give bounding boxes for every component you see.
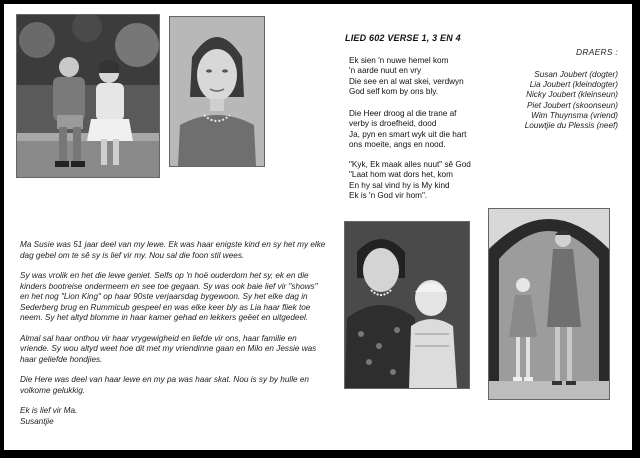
- photo-mother-child: [344, 221, 470, 389]
- verse-line: "Kyk, Ek maak alles nuut" sê God: [349, 160, 471, 169]
- bearer-name: Nicky Joubert (kleinseun): [526, 90, 618, 100]
- verse-line: God self kom by ons bly.: [349, 87, 439, 97]
- hymn-title: LIED 602 VERSE 1, 3 EN 4: [345, 33, 461, 43]
- portrait-photo-image: [170, 17, 264, 166]
- tribute-paragraph-2: Sy was vrolik en het die lewe geniet. Selfs op 'n hoë ouderdom het sy, ek en die kinders bootreise ondermeem en see toe gegaan. Sy was ook baie lief vir "shows" en het nog "Lion King" op haar 90ste verjaarsdag bygewoon. Sy het elke dag in Sederberg brug en Rummicub gespeel en was elke keer bly as Lia haar fliek toe neem. Sy het altyd blomme in haar kamer gehad en lekkers geëet en uitgedeel.: [20, 270, 318, 323]
- verse-line: Die see en al wat skei, verdwyn: [349, 76, 464, 86]
- photo-archway: [488, 208, 610, 400]
- bearer-name: Piet Joubert (skoonseun): [526, 100, 618, 110]
- verse-line: En hy sal vind hy is My kind: [349, 180, 450, 190]
- bearer-name: Susan Joubert (dogter): [534, 70, 618, 79]
- verse-line: 'n aarde nuut en vry: [349, 66, 422, 76]
- verse-line: "Laat hom wat dors het, kom: [349, 170, 453, 180]
- tribute-paragraph-3: Almal sal haar onthou vir haar vrygewigheid en liefde vir ons, haar familie en vriende. Sy wou altyd weet hoe dit met my vriendinne gaan en Milo en Jessie was haar geliefde hondjies.: [20, 333, 317, 364]
- verse-line: Ja, pyn en smart wyk uit die hart: [349, 129, 467, 139]
- hymn-verse-3: [349, 160, 519, 202]
- verse-line: ons moeite, angs en nood.: [349, 140, 446, 150]
- couple-photo-image: [17, 15, 159, 177]
- bearers-heading: DRAERS :: [576, 47, 618, 57]
- tribute-signature: Susantjie: [20, 416, 54, 426]
- verse-line: Die Heer droog al die trane af: [349, 109, 457, 118]
- verse-line: Ek sien 'n nuwe hemel kom: [349, 56, 449, 65]
- bearer-name: Louwtjie du Plessis (neef): [524, 121, 618, 131]
- bearer-name: Lia Joubert (kleindogter): [529, 80, 618, 90]
- bearers-list: [458, 70, 618, 131]
- archway-photo-image: [489, 209, 609, 399]
- verse-line: Ek is 'n God vir hom".: [349, 191, 428, 201]
- tribute-paragraph-1: Ma Susie was 51 jaar deel van my lewe. Ek was haar enigste kind en sy het my elke dag gebel om te sê sy is lief vir my. Nou sal die foon stil wees.: [20, 240, 326, 260]
- tribute-text: [20, 240, 326, 428]
- photo-couple: [16, 14, 160, 178]
- bearer-name: Wim Thuynsma (vriend): [531, 110, 618, 120]
- tribute-paragraph-4: Die Here was deel van haar lewe en my pa was haar skat. Nou is sy by hulle en volkome gelukkig.: [20, 375, 309, 395]
- mother-child-photo-image: [345, 222, 469, 388]
- memorial-page: [4, 4, 632, 450]
- tribute-closing: Ek is lief vir Ma.: [20, 406, 78, 416]
- verse-line: verby is droefheid, dood: [349, 119, 437, 129]
- photo-portrait-woman: [169, 16, 265, 167]
